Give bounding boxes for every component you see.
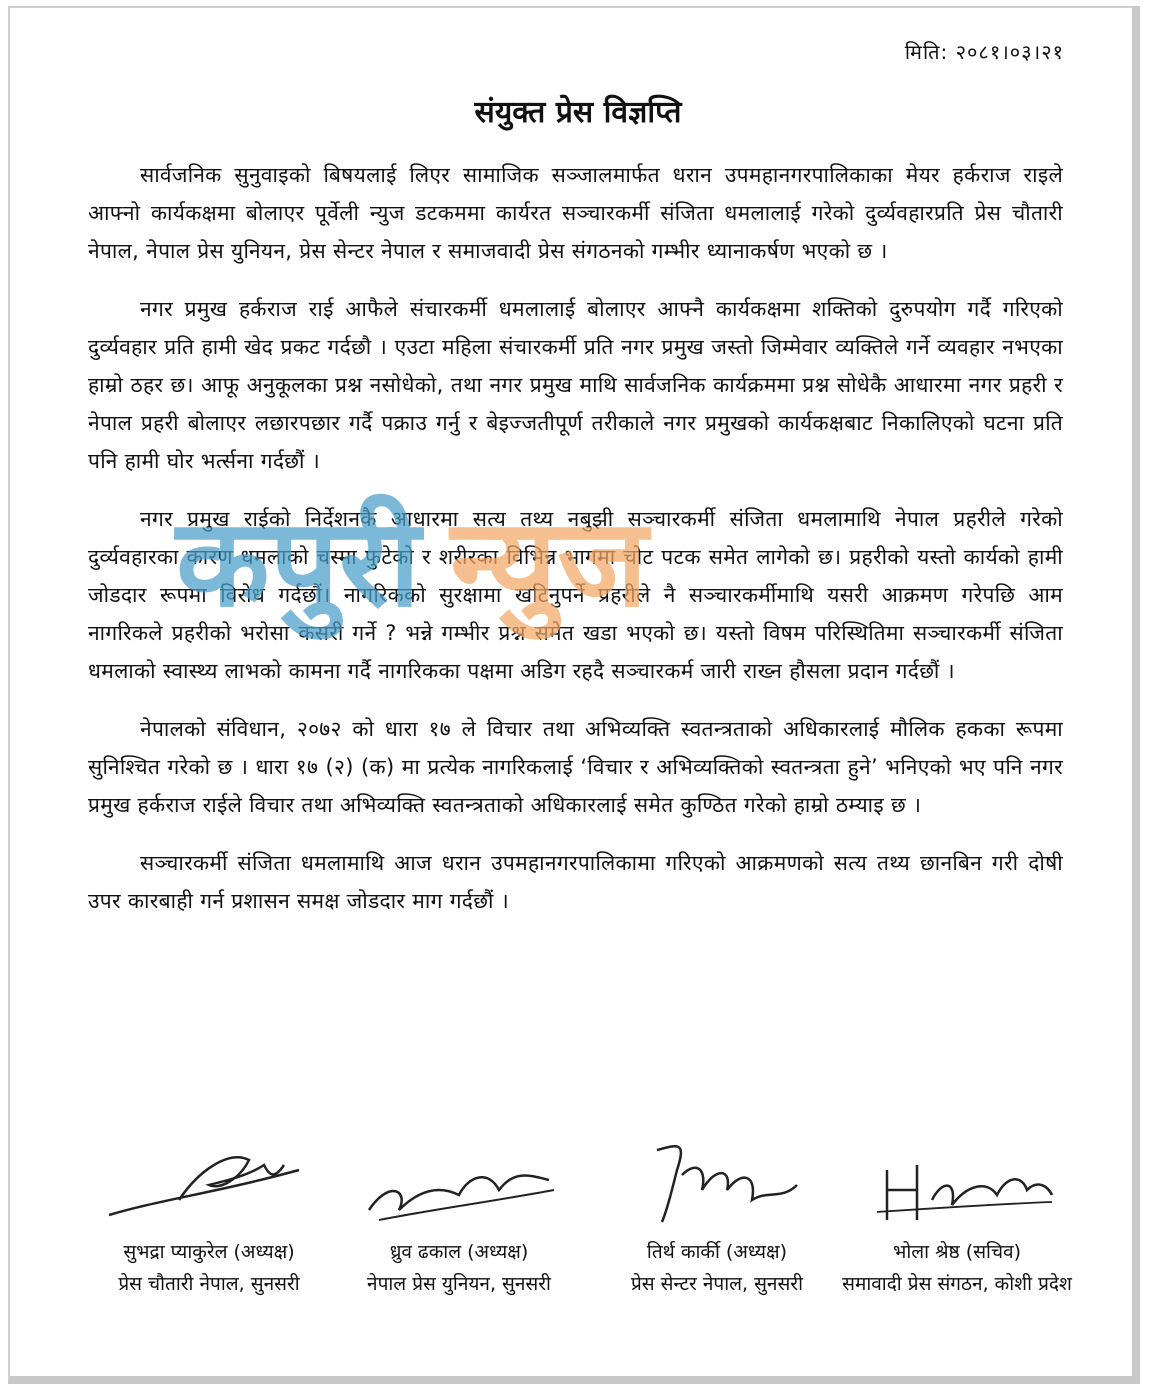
watermark-part-1: कपुरी <box>176 492 421 634</box>
signatory-3 <box>592 1130 842 1300</box>
handwritten-signature <box>847 1130 1067 1230</box>
handwritten-signature <box>349 1130 569 1230</box>
paragraph: सार्वजनिक सुनुवाइको बिषयलाई लिएर सामाजिक सञ्जालमार्फत धरान उपमहानगरपालिकाका मेयर हर्कराज राइले आफ्नो कार्यकक्षमा बोलाएर पूर्वेली न्युज डटकममा कार्यरत सञ्चारकर्मी संजिता धमलालाई गरेको दुर्व्यवहारप्रति प्रेस चौतारी नेपाल, नेपाल प्रेस युनियन, प्रेस सेन्टर नेपाल र समाजवादी प्रेस संगठनको गम्भीर ध्यानाकर्षण भएको छ । <box>88 163 1063 263</box>
watermark-part-2: न्युज <box>450 492 648 634</box>
signatory-org: समावादी प्रेस संगठन, कोशी प्रदेश <box>842 1273 1072 1295</box>
signatory-name: भोला श्रेष्ठ (सचिव) <box>892 1241 1022 1263</box>
handwritten-signature <box>607 1130 827 1230</box>
signatory-org: नेपाल प्रेस युनियन, सुनसरी <box>367 1273 551 1295</box>
signatory-2 <box>334 1130 584 1300</box>
document-title: संयुक्त प्रेस विज्ञप्ति <box>474 95 682 130</box>
press-release-body <box>88 156 1063 940</box>
paragraph: नेपालको संविधान, २०७२ को धारा १७ ले विचार तथा अभिव्यक्ति स्वतन्त्रताको अधिकारलाई मौलिक हकका रूपमा सुनिश्चित गरेको छ । धारा १७ (२) (क) मा प्रत्येक नागरिकलाई ‘विचार र अभिव्यक्तिको स्वतन्त्रता हुने’ भनिएको भए पनि नगर प्रमुख हर्कराज राईले विचार तथा अभिव्यक्ति स्वतन्त्रताको अधिकारलाई समेत कुण्ठित गरेको हाम्रो ठम्याइ छ । <box>88 717 1063 817</box>
signature-block <box>84 1130 1076 1370</box>
signatory-name: ध्रुव ढकाल (अध्यक्ष) <box>389 1241 529 1263</box>
signatory-org: प्रेस चौतारी नेपाल, सुनसरी <box>118 1273 300 1295</box>
signatory-1 <box>84 1130 334 1300</box>
document-date: मिति: २०८१।०३।२१ <box>904 40 1064 64</box>
signatory-name: तिर्थ कार्की (अध्यक्ष) <box>646 1241 788 1263</box>
signatory-name: सुभद्रा प्याकुरेल (अध्यक्ष) <box>123 1241 295 1263</box>
signatory-org: प्रेस सेन्टर नेपाल, सुनसरी <box>630 1273 804 1295</box>
paragraph: नगर प्रमुख राईको निर्देशनकै आधारमा सत्य तथ्य नबुझी सञ्चारकर्मी संजिता धमलामाथि नेपाल प्रहरीले गरेको दुर्व्यवहारका कारण धमलाको चस्मा फुटेको र शरीरका विभिन्न भागमा चोट पटक समेत लागेको छ। प्रहरीको यस्तो कार्यको हामी जोडदार रूपमा विरोध गर्दछौं। नागरिकको सुरक्षामा खटिनुपर्ने प्रहरीले नै सञ्चारकर्मीमाथि यसरी आक्रमण गरेपछि आम नागरिकले प्रहरीको भरोसा कसरी गर्ने ? भन्ने गम्भीर प्रश्न समेत खडा भएको छ। यस्तो विषम परिस्थितिमा सञ्चारकर्मी संजिता धमलाको स्वास्थ्य लाभको कामना गर्दै नागरिकका पक्षमा अडिग रहदै सञ्चारकर्म जारी राख्न हौसला प्रदान गर्दछौं । <box>88 507 1063 683</box>
paragraph: सञ्चारकर्मी संजिता धमलामाथि आज धरान उपमहानगरपालिकामा गरिएको आक्रमणको सत्य तथ्य छानबिन गरी दोषी उपर कारबाही गर्न प्रशासन समक्ष जोडदार माग गर्दछौं । <box>88 851 1063 913</box>
signatory-4 <box>832 1130 1082 1300</box>
handwritten-signature <box>99 1130 319 1230</box>
paragraph: नगर प्रमुख हर्कराज राई आफैले संचारकर्मी धमलालाई बोलाएर आफ्नै कार्यकक्षमा शक्तिको दुरुपयोग गर्दै गरिएको दुर्व्यवहार प्रति हामी खेद प्रकट गर्दछौ । एउटा महिला संचारकर्मी प्रति नगर प्रमुख जस्तो जिम्मेवार व्यक्तिले गर्ने व्यवहार नभएका हाम्रो ठहर छ। आफू अनुकूलका प्रश्न नसोधेको, तथा नगर प्रमुख माथि सार्वजनिक कार्यक्रममा प्रश्न सोधेकै आधारमा नगर प्रहरी र नेपाल प्रहरी बोलाएर लछारपछार गर्दै पक्राउ गर्नु र बेइज्जतीपूर्ण तरीकाले नगर प्रमुखको कार्यकक्षबाट निकालिएको घटना प्रति पनि हामी घोर भर्त्सना गर्दछौं । <box>88 297 1063 473</box>
